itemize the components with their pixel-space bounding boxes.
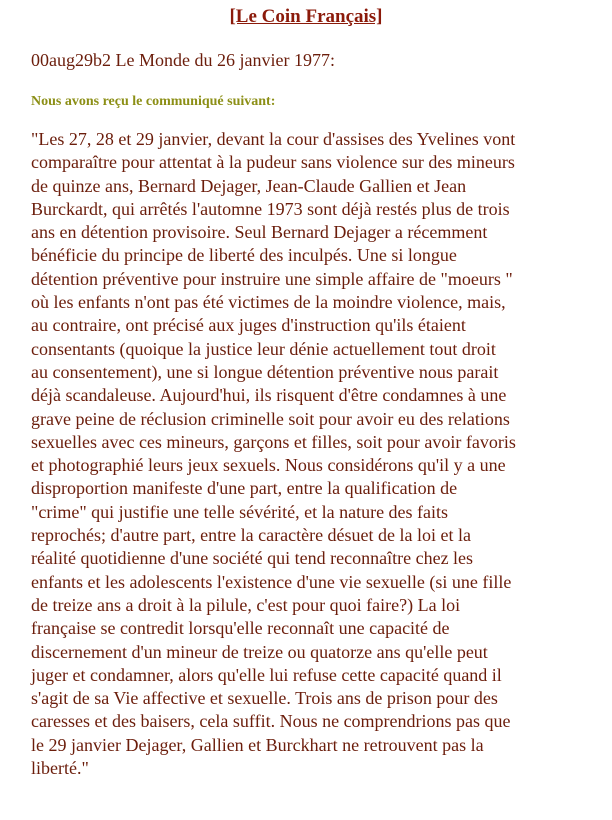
communique-body bbox=[31, 128, 591, 780]
body-line: s'agit de sa Vie affective et sexuelle. Trois ans de prison pour des bbox=[31, 688, 498, 709]
body-line: le 29 janvier Dejager, Gallien et Burckhart ne retrouvent pas la bbox=[31, 734, 484, 755]
body-line: sexuelles avec ces mineurs, garçons et filles, soit pour avoir favoris bbox=[31, 431, 516, 452]
body-line: juger et condamner, alors qu'elle lui refuse cette capacité quand il bbox=[31, 664, 502, 685]
body-line: discernement d'un mineur de treize ou quatorze ans qu'elle peut bbox=[31, 641, 488, 662]
body-line: caresses et des baisers, cela suffit. Nous ne comprendrions pas que bbox=[31, 711, 511, 732]
body-line: réalité quotidienne d'une société qui tend reconnaître chez les bbox=[31, 548, 474, 569]
body-line: liberté." bbox=[31, 758, 89, 779]
source-line: 00aug29b2 Le Monde du 26 janvier 1977: bbox=[31, 50, 335, 70]
body-line: reprochés; d'autre part, entre la caractère désuet de la loi et la bbox=[31, 525, 471, 546]
body-line: "crime" qui justifie une telle sévérité, et la nature des faits bbox=[31, 501, 449, 522]
body-line: bénéficie du principe de liberté des inculpés. Une si longue bbox=[31, 245, 457, 266]
body-line: consentants (quoique la justice leur dénie actuellement tout droit bbox=[31, 338, 496, 359]
body-line: et photographié leurs jeux sexuels. Nous considérons qu'il y a une bbox=[31, 455, 506, 476]
communique-subheading: Nous avons reçu le communiqué suivant: bbox=[31, 94, 276, 109]
page-header bbox=[0, 4, 612, 30]
body-line: "Les 27, 28 et 29 janvier, devant la cour d'assises des Yvelines vont bbox=[31, 129, 516, 149]
body-line: de quinze ans, Bernard Dejager, Jean-Claude Gallien et Jean bbox=[31, 175, 467, 196]
body-line: disproportion manifeste d'une part, entre la qualification de bbox=[31, 478, 458, 499]
body-line: déjà scandaleuse. Aujourd'hui, ils risquent d'être condamnes à une bbox=[31, 385, 507, 406]
body-line: au consentement), une si longue détention préventive nous parait bbox=[31, 361, 499, 382]
body-line: où les enfants n'ont pas été victimes de la moindre violence, mais, bbox=[31, 292, 506, 313]
body-line: enfants et les adolescents l'existence d'une vie sexuelle (si une fille bbox=[31, 571, 512, 592]
body-line: française se contredit lorsqu'elle reconnaît une capacité de bbox=[31, 618, 450, 639]
body-line: comparaître pour attentat à la pudeur sans violence sur des mineurs bbox=[31, 152, 515, 173]
body-line: de treize ans a droit à la pilule, c'est pour quoi faire?) La loi bbox=[31, 594, 461, 615]
body-line: au contraire, ont précisé aux juges d'instruction qu'ils étaient bbox=[31, 315, 466, 336]
body-line: grave peine de réclusion criminelle soit pour avoir eu des relations bbox=[31, 408, 510, 429]
body-line: ans en détention provisoire. Seul Bernard Dejager a récemment bbox=[31, 222, 488, 243]
body-line: Burckardt, qui arrêtés l'automne 1973 sont déjà restés plus de trois bbox=[31, 198, 510, 219]
coin-francais-link[interactable]: [Le Coin Français] bbox=[229, 6, 383, 27]
body-line: détention préventive pour instruire une simple affaire de "moeurs " bbox=[31, 268, 513, 289]
